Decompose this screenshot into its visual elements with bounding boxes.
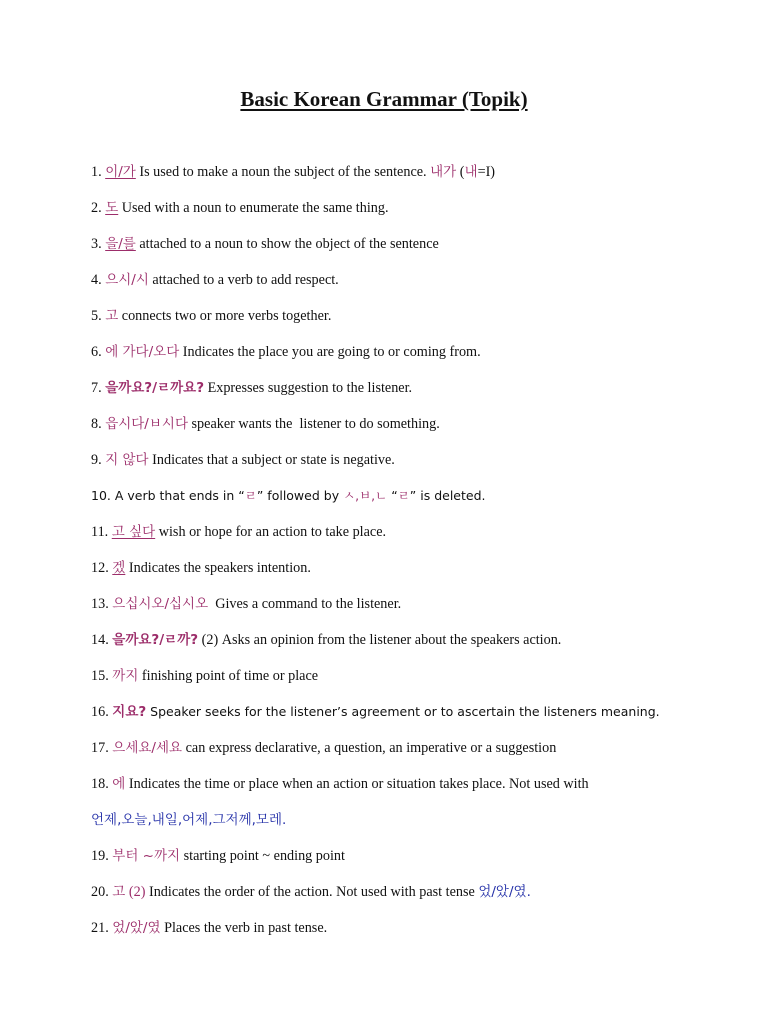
grammar-keyword: 에 가다/오다 <box>105 344 180 360</box>
item-text: attached to a verb to add respect. <box>148 272 339 288</box>
item-number: 16. <box>91 704 113 720</box>
list-item <box>91 484 751 520</box>
item-text: Indicates that a subject or state is negative. <box>148 452 395 468</box>
grammar-keyword: 에 <box>112 776 126 792</box>
past-tense-markers: 었/았/였. <box>478 884 531 900</box>
grammar-keyword: 을까요?/ㄹ까요? <box>105 380 205 396</box>
grammar-list <box>91 160 751 952</box>
item-text: ” followed by <box>256 488 344 503</box>
item-text: Indicates the place you are going to or coming from. <box>179 344 481 360</box>
item-text: speaker wants the listener to do something. <box>187 416 440 432</box>
grammar-keyword-variant: (2) <box>125 884 146 900</box>
list-item <box>91 880 751 916</box>
item-number: 20. <box>91 884 113 900</box>
example-word: 내가 <box>430 164 457 180</box>
item-number: 8. <box>91 416 106 432</box>
item-text: “ <box>387 488 398 503</box>
item-text: wish or hope for an action to take place. <box>155 524 387 540</box>
item-number: 17. <box>91 740 113 756</box>
item-number: 12. <box>91 560 113 576</box>
list-item <box>91 592 751 628</box>
list-item <box>91 700 751 736</box>
item-text: Indicates the time or place when an action or situation takes place. Not used with <box>125 776 589 792</box>
list-item <box>91 304 751 340</box>
item-number: 5. <box>91 308 106 324</box>
list-item <box>91 628 751 664</box>
item-number: 11. <box>91 524 112 540</box>
grammar-keyword: ㄹ <box>244 488 257 503</box>
item-text: Indicates the order of the action. Not used with past tense <box>145 884 479 900</box>
list-item <box>91 448 751 484</box>
grammar-keyword: 지 않다 <box>105 452 149 468</box>
item-text: ( <box>456 164 465 180</box>
list-item <box>91 340 751 376</box>
grammar-keyword: 이/가 <box>105 164 136 180</box>
grammar-keyword: 부터 ~까지 <box>112 848 181 864</box>
item-text: attached to a noun to show the object of the sentence <box>135 236 439 252</box>
list-item <box>91 772 751 808</box>
grammar-keyword: 고 <box>105 308 119 324</box>
list-item-continuation <box>91 808 751 844</box>
item-text: ” is deleted. <box>409 488 486 503</box>
list-item <box>91 232 751 268</box>
item-text: =I) <box>477 164 496 180</box>
list-item <box>91 376 751 412</box>
grammar-keyword: 을/를 <box>105 236 136 252</box>
grammar-keyword: 까지 <box>112 668 139 684</box>
item-number: 10. <box>91 488 115 503</box>
list-item <box>91 196 751 232</box>
item-text: Expresses suggestion to the listener. <box>204 380 413 396</box>
item-number: 7. <box>91 380 106 396</box>
item-number: 1. <box>91 164 106 180</box>
list-item <box>91 736 751 772</box>
example-word: 내 <box>464 164 478 180</box>
list-item <box>91 268 751 304</box>
time-words: 언제,오늘,내일,어제,그저께,모레. <box>91 812 287 828</box>
grammar-keyword: 도 <box>105 200 119 216</box>
item-number: 2. <box>91 200 106 216</box>
item-text: can express declarative, a question, an imperative or a suggestion <box>182 740 557 756</box>
item-number: 13. <box>91 596 113 612</box>
grammar-keyword: 으세요/세요 <box>112 740 183 756</box>
grammar-keyword: 으십시오/십시오 <box>112 596 209 612</box>
item-text: (2) Asks an opinion from the listener about the speakers action. <box>198 632 562 648</box>
item-number: 21. <box>91 920 113 936</box>
page-title: Basic Korean Grammar (Topik) <box>240 87 528 111</box>
list-item <box>91 916 751 952</box>
item-text: connects two or more verbs together. <box>118 308 332 324</box>
grammar-keyword: 읍시다/ㅂ시다 <box>105 416 188 432</box>
item-number: 19. <box>91 848 113 864</box>
item-text: Indicates the speakers intention. <box>125 560 311 576</box>
item-number: 4. <box>91 272 106 288</box>
list-item <box>91 556 751 592</box>
grammar-keyword: ㄹ <box>397 488 410 503</box>
item-text: Is used to make a noun the subject of the sentence. <box>135 164 431 180</box>
item-number: 6. <box>91 344 106 360</box>
grammar-keyword: 지요? <box>112 704 147 720</box>
item-text: starting point ~ ending point <box>180 848 345 864</box>
list-item <box>91 412 751 448</box>
grammar-keyword: 고 싶다 <box>111 524 156 540</box>
grammar-keyword: 겠 <box>112 560 126 576</box>
item-text: Used with a noun to enumerate the same thing. <box>118 200 389 216</box>
item-text: Places the verb in past tense. <box>160 920 328 936</box>
grammar-keyword: 었/았/였 <box>112 920 161 936</box>
list-item <box>91 520 751 556</box>
grammar-keyword: 고 <box>112 884 126 900</box>
item-number: 18. <box>91 776 113 792</box>
list-item <box>91 664 751 700</box>
item-number: 9. <box>91 452 106 468</box>
item-number: 14. <box>91 632 113 648</box>
item-number: 3. <box>91 236 106 252</box>
item-text: A verb that ends in “ <box>114 488 245 503</box>
item-text: finishing point of time or place <box>138 668 319 684</box>
item-text: Speaker seeks for the listener’s agreement or to ascertain the listeners meaning. <box>146 704 660 719</box>
item-number: 15. <box>91 668 113 684</box>
list-item <box>91 160 751 196</box>
list-item <box>91 844 751 880</box>
grammar-keyword: ㅅ,ㅂ,ㄴ <box>343 488 388 503</box>
grammar-keyword: 으시/시 <box>105 272 149 288</box>
grammar-keyword: 을까요?/ㄹ까? <box>112 632 199 648</box>
item-text: Gives a command to the listener. <box>208 596 402 612</box>
